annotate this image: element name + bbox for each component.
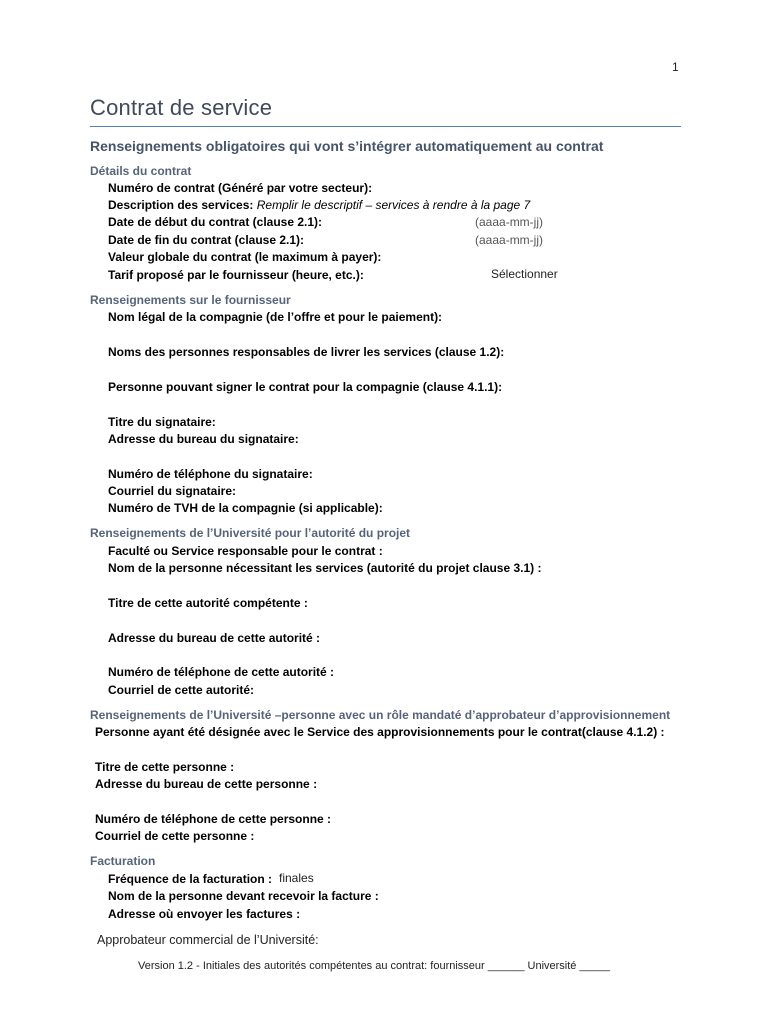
end-date-label: Date de fin du contrat (clause 2.1): [108, 233, 305, 247]
title-underline [90, 126, 681, 127]
services-description-label [108, 198, 530, 212]
invoice-recipient-label: Nom de la personne devant recevoir la facture : [108, 889, 379, 903]
contract-details-heading: Détails du contrat [90, 164, 192, 178]
university-approver-heading: Renseignements de l’Université –personne avec un rôle mandaté d’approbateur d’approvisionnement [90, 708, 671, 722]
invoice-address-label: Adresse où envoyer les factures : [108, 907, 301, 921]
signatory-email-label: Courriel du signataire: [108, 484, 237, 498]
total-value-label: Valeur globale du contrat (le maximum à payer): [108, 250, 382, 264]
approver-phone-label: Numéro de téléphone de cette personne : [95, 812, 332, 826]
signatory-label: Personne pouvant signer le contrat pour la compagnie (clause 4.1.1): [108, 380, 503, 394]
authority-phone-label: Numéro de téléphone de cette autorité : [108, 665, 335, 679]
billing-frequency-label: Fréquence de la facturation : [108, 872, 273, 886]
main-heading: Renseignements obligatoires qui vont s’intégrer automatiquement au contrat [90, 138, 604, 154]
billing-frequency-dropdown[interactable]: finales [279, 871, 314, 885]
start-date-label: Date de début du contrat (clause 2.1): [108, 215, 323, 229]
signatory-title-label: Titre du signataire: [108, 415, 216, 429]
approver-title-label: Titre de cette personne : [95, 760, 235, 774]
document-title: Contrat de service [90, 95, 273, 120]
authority-email-label: Courriel de cette autorité: [108, 683, 255, 697]
authority-title-label: Titre de cette autorité compétente : [108, 596, 308, 610]
rate-label: Tarif proposé par le fournisseur (heure, etc.): [108, 268, 364, 282]
rate-select-dropdown[interactable]: Sélectionner [491, 267, 558, 281]
signatory-phone-label: Numéro de téléphone du signataire: [108, 467, 313, 481]
tvh-number-label: Numéro de TVH de la compagnie (si applicable): [108, 501, 383, 515]
services-description-hint[interactable]: Remplir le descriptif – services à rendre à la page 7 [256, 198, 531, 212]
contract-number-label: Numéro de contrat (Généré par votre secteur): [108, 181, 373, 195]
billing-heading: Facturation [90, 854, 156, 868]
start-date-field[interactable]: (aaaa-mm-jj) [475, 215, 544, 229]
end-date-field[interactable]: (aaaa-mm-jj) [475, 233, 544, 247]
services-description-text: Description des services: [108, 198, 254, 212]
supplier-heading: Renseignements sur le fournisseur [90, 293, 291, 307]
page-number: 1 [672, 60, 679, 74]
approver-email-label: Courriel de cette personne : [95, 829, 255, 843]
faculty-label: Faculté ou Service responsable pour le contrat : [108, 544, 383, 558]
legal-name-label: Nom légal de la compagnie (de l’offre et pour le paiement): [108, 310, 443, 324]
responsible-persons-label: Noms des personnes responsables de livrer les services (clause 1.2): [108, 345, 505, 359]
commercial-approver-label: Approbateur commercial de l’Université: [97, 933, 319, 947]
authority-address-label: Adresse du bureau de cette autorité : [108, 631, 321, 645]
signatory-address-label: Adresse du bureau du signataire: [108, 432, 299, 446]
footer-version: Version 1.2 - Initiales des autorités compétentes au contrat: fournisseur ______ Université _____ [138, 960, 611, 972]
approver-address-label: Adresse du bureau de cette personne : [95, 777, 318, 791]
university-authority-heading: Renseignements de l’Université pour l’autorité du projet [90, 526, 411, 540]
authority-name-label: Nom de la personne nécessitant les services (autorité du projet clause 3.1) : [108, 561, 542, 575]
designated-person-label: Personne ayant été désignée avec le Service des approvisionnements pour le contrat(clause 4.1.2) : [95, 725, 665, 739]
